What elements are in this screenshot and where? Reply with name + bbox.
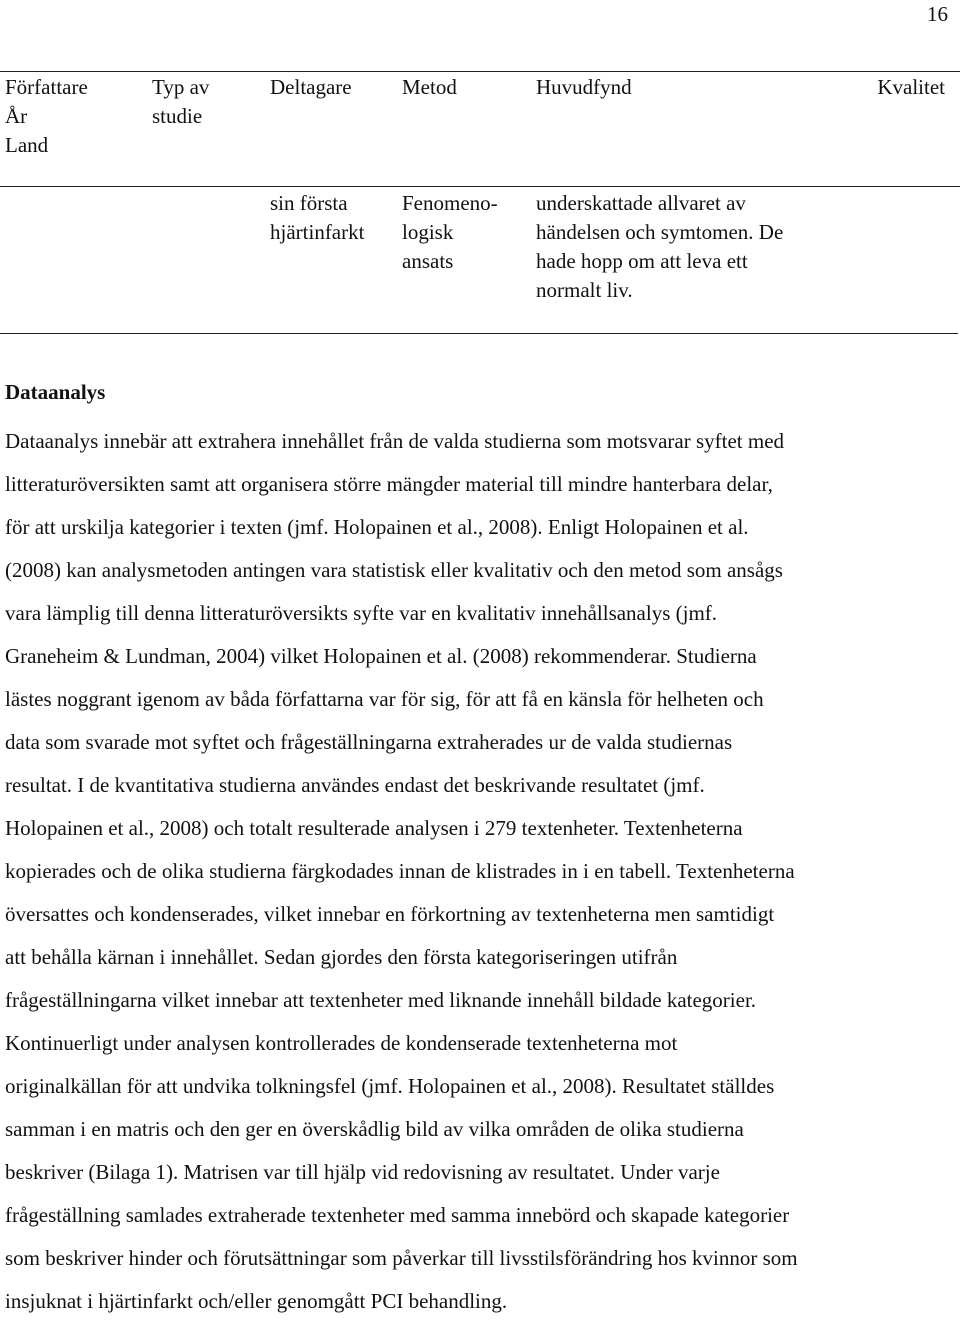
row-participants: sin första hjärtinfarkt bbox=[270, 191, 365, 244]
table-header-rule bbox=[0, 186, 960, 187]
body-line: Dataanalys innebär att extrahera innehållet från de valda studierna som motsvarar syftet med bbox=[5, 429, 785, 453]
body-line: frågeställning samlades extraherade textenheter med samma innebörd och skapade kategorier bbox=[5, 1203, 790, 1227]
header-findings: Huvudfynd bbox=[536, 75, 632, 99]
body-line: beskriver (Bilaga 1). Matrisen var till hjälp vid redovisning av resultatet. Under varje bbox=[5, 1160, 720, 1184]
row-findings: underskattade allvaret av händelsen och symtomen. De hade hopp om att leva ett normalt liv. bbox=[536, 191, 784, 302]
row-method: Fenomeno- logisk ansats bbox=[402, 191, 498, 273]
body-line: Graneheim & Lundman, 2004) vilket Holopainen et al. (2008) rekommenderar. Studierna bbox=[5, 644, 757, 668]
body-line: (2008) kan analysmetoden antingen vara statistisk eller kvalitativ och den metod som ansågs bbox=[5, 558, 783, 582]
header-study-type: Typ av studie bbox=[152, 75, 210, 128]
body-line: Kontinuerligt under analysen kontrollerades de kondenserade textenheterna mot bbox=[5, 1031, 678, 1055]
body-line: resultat. I de kvantitativa studierna användes endast det beskrivande resultatet (jmf. bbox=[5, 773, 705, 797]
body-line: kopierades och de olika studierna färgkodades innan de klistrades in i en tabell. Textenheterna bbox=[5, 859, 795, 883]
body-line: litteraturöversikten samt att organisera större mängder material till mindre hanterbara delar, bbox=[5, 472, 773, 496]
body-line: frågeställningarna vilket innebar att textenheter med liknande innehåll bildade kategorier. bbox=[5, 988, 757, 1012]
header-participants: Deltagare bbox=[270, 75, 352, 99]
body-line: som beskriver hinder och förutsättningar som påverkar till livsstilsförändring hos kvinnor som bbox=[5, 1246, 798, 1270]
section-body bbox=[5, 420, 960, 1323]
body-line: insjuknat i hjärtinfarkt och/eller genomgått PCI behandling. bbox=[5, 1289, 508, 1313]
table-top-rule bbox=[0, 71, 960, 72]
table-bottom-rule bbox=[0, 333, 958, 334]
header-method: Metod bbox=[402, 75, 457, 99]
body-line: samman i en matris och den ger en överskådlig bild av vilka områden de olika studierna bbox=[5, 1117, 744, 1141]
body-line: översattes och kondenserades, vilket innebar en förkortning av textenheterna men samtidigt bbox=[5, 902, 775, 926]
body-line: originalkällan för att undvika tolkningsfel (jmf. Holopainen et al., 2008). Resultatet ställdes bbox=[5, 1074, 775, 1098]
body-line: att behålla kärnan i innehållet. Sedan gjordes den första kategoriseringen utifrån bbox=[5, 945, 678, 969]
header-quality: Kvalitet bbox=[877, 75, 945, 99]
body-line: lästes noggrant igenom av båda författarna var för sig, för att få en känsla för helheten och bbox=[5, 687, 764, 711]
body-line: för att urskilja kategorier i texten (jmf. Holopainen et al., 2008). Enligt Holopainen et al. bbox=[5, 515, 749, 539]
body-line: Holopainen et al., 2008) och totalt resulterade analysen i 279 textenheter. Textenheterna bbox=[5, 816, 743, 840]
section-heading: Dataanalys bbox=[5, 380, 106, 404]
page-number: 16 bbox=[927, 2, 948, 26]
body-line: data som svarade mot syftet och frågeställningarna extraherades ur de valda studiernas bbox=[5, 730, 733, 754]
body-line: vara lämplig till denna litteraturöversikts syfte var en kvalitativ innehållsanalys (jmf. bbox=[5, 601, 718, 625]
header-author: Författare År Land bbox=[5, 75, 88, 157]
